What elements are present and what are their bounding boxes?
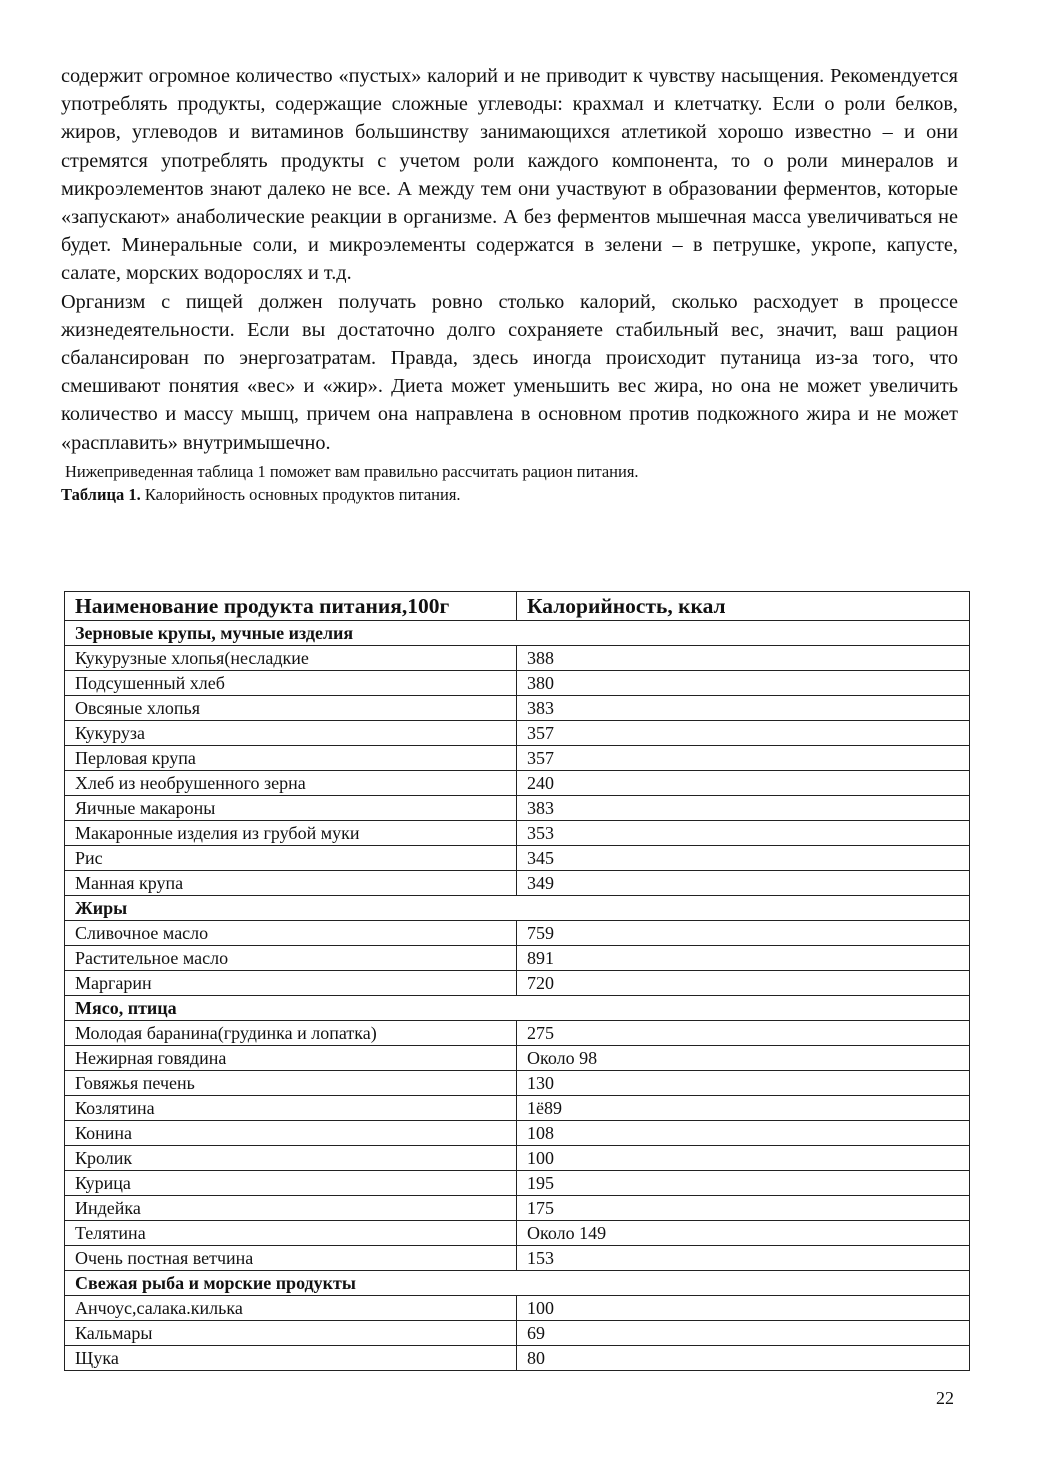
table-row: [65, 1071, 970, 1096]
calorie-table: [64, 591, 970, 1371]
table-row: [65, 1096, 970, 1121]
section-title: Жиры: [65, 896, 970, 921]
product-name-cell: Макаронные изделия из грубой муки: [65, 821, 517, 846]
table-row: [65, 971, 970, 996]
section-title: Свежая рыба и морские продукты: [65, 1271, 970, 1296]
page-number: 22: [936, 1388, 954, 1408]
table-caption-text: Калорийность основных продуктов питания.: [140, 484, 461, 504]
table-row: [65, 846, 970, 871]
table-row: [65, 1321, 970, 1346]
product-name-cell: Овсяные хлопья: [65, 696, 517, 721]
calories-cell: 195: [517, 1171, 970, 1196]
table-row: [65, 1021, 970, 1046]
product-name-cell: Рис: [65, 846, 517, 871]
calories-cell: Около 149: [517, 1221, 970, 1246]
calories-cell: 349: [517, 871, 970, 896]
header-calories: Калорийность, ккал: [517, 592, 970, 621]
product-name-cell: Молодая баранина(грудинка и лопатка): [65, 1021, 517, 1046]
table-row: [65, 1146, 970, 1171]
calories-cell: 357: [517, 721, 970, 746]
body-paragraph-2: Организм с пищей должен получать ровно столько калорий, сколько расходует в процессе жизнедеятельности. Если вы достаточно долго сохраняете стабильный вес, значит, ваш рацион сбалансирован по энергозатратам. Правда, здесь иногда происходит путаница из-за того, что смешивают понятия «вес» и «жир». Диета может уменьшить вес жира, но она не может увеличить количество и массу мышц, причем она направлена в основном против подкожного жира и не может «расплавить» внутримышечно.: [61, 290, 958, 454]
table-row: [65, 1221, 970, 1246]
calories-cell: 383: [517, 796, 970, 821]
table-section-row: [65, 621, 970, 646]
table-row: [65, 771, 970, 796]
table-row: [65, 1121, 970, 1146]
table-row: [65, 946, 970, 971]
table-row: [65, 1246, 970, 1271]
product-name-cell: Кукурузные хлопья(несладкие: [65, 646, 517, 671]
product-name-cell: Кролик: [65, 1146, 517, 1171]
product-name-cell: Нежирная говядина: [65, 1046, 517, 1071]
product-name-cell: Телятина: [65, 1221, 517, 1246]
product-name-cell: Индейка: [65, 1196, 517, 1221]
table-section-row: [65, 896, 970, 921]
product-name-cell: Хлеб из необрушенного зерна: [65, 771, 517, 796]
calories-cell: 130: [517, 1071, 970, 1096]
calories-cell: 275: [517, 1021, 970, 1046]
table-row: [65, 646, 970, 671]
product-name-cell: Кальмары: [65, 1321, 517, 1346]
calories-cell: 100: [517, 1146, 970, 1171]
body-paragraph-1: содержит огромное количество «пустых» калорий и не приводит к чувству насыщения. Рекомендуется употреблять продукты, содержащие сложные углеводы: крахмал и клетчатку. Если о роли белков, жиров, углеводов и витаминов большинству занимающихся атлетикой хорошо известно – и они стремятся употреблять продукты с учетом роли каждого компонента, то о роли минералов и микроэлементов знают далеко не все. А между тем они участвуют в образовании ферментов, которые «запускают» анаболические реакции в организме. А без ферментов мышечная масса увеличиваться не будет. Минеральные соли, и микроэлементы содержатся в зелени – в петрушке, укропе, капусте, салате, морских водорослях и т.д.: [61, 65, 958, 285]
product-name-cell: Манная крупа: [65, 871, 517, 896]
product-name-cell: Курица: [65, 1171, 517, 1196]
section-title: Зерновые крупы, мучные изделия: [65, 621, 970, 646]
table-body: [65, 621, 970, 1371]
calories-cell: 353: [517, 821, 970, 846]
table-row: [65, 921, 970, 946]
table-section-row: [65, 1271, 970, 1296]
table-row: [65, 871, 970, 896]
table-row: [65, 746, 970, 771]
table-section-row: [65, 996, 970, 1021]
calories-cell: Около 98: [517, 1046, 970, 1071]
table-row: [65, 796, 970, 821]
calories-cell: 175: [517, 1196, 970, 1221]
table-row: [65, 1046, 970, 1071]
calories-cell: 383: [517, 696, 970, 721]
product-name-cell: Подсушенный хлеб: [65, 671, 517, 696]
calories-cell: 345: [517, 846, 970, 871]
calories-cell: 388: [517, 646, 970, 671]
table-row: [65, 821, 970, 846]
product-name-cell: Кукуруза: [65, 721, 517, 746]
table-row: [65, 1171, 970, 1196]
product-name-cell: Яичные макароны: [65, 796, 517, 821]
calories-cell: 240: [517, 771, 970, 796]
table-caption: [61, 484, 958, 505]
section-title: Мясо, птица: [65, 996, 970, 1021]
calories-cell: 153: [517, 1246, 970, 1271]
page-body: [61, 62, 958, 505]
product-name-cell: Растительное масло: [65, 946, 517, 971]
table-row: [65, 671, 970, 696]
calories-cell: 100: [517, 1296, 970, 1321]
table-header-row: [65, 592, 970, 621]
table-row: [65, 1346, 970, 1371]
header-product-name: Наименование продукта питания,100г: [65, 592, 517, 621]
calories-cell: 720: [517, 971, 970, 996]
product-name-cell: Маргарин: [65, 971, 517, 996]
product-name-cell: Очень постная ветчина: [65, 1246, 517, 1271]
calories-cell: 108: [517, 1121, 970, 1146]
table-caption-label: Таблица 1.: [61, 484, 141, 504]
table-row: [65, 1296, 970, 1321]
table-intro-text: Нижеприведенная таблица 1 поможет вам правильно рассчитать рацион питания.: [65, 461, 639, 481]
calories-cell: 80: [517, 1346, 970, 1371]
calories-cell: 891: [517, 946, 970, 971]
calories-cell: 759: [517, 921, 970, 946]
calories-cell: 357: [517, 746, 970, 771]
product-name-cell: Анчоус,салака.килька: [65, 1296, 517, 1321]
product-name-cell: Конина: [65, 1121, 517, 1146]
calories-cell: 380: [517, 671, 970, 696]
table-row: [65, 1196, 970, 1221]
calories-cell: 1ё89: [517, 1096, 970, 1121]
product-name-cell: Сливочное масло: [65, 921, 517, 946]
product-name-cell: Перловая крупа: [65, 746, 517, 771]
table-row: [65, 696, 970, 721]
calories-cell: 69: [517, 1321, 970, 1346]
product-name-cell: Козлятина: [65, 1096, 517, 1121]
product-name-cell: Говяжья печень: [65, 1071, 517, 1096]
table-row: [65, 721, 970, 746]
product-name-cell: Щука: [65, 1346, 517, 1371]
